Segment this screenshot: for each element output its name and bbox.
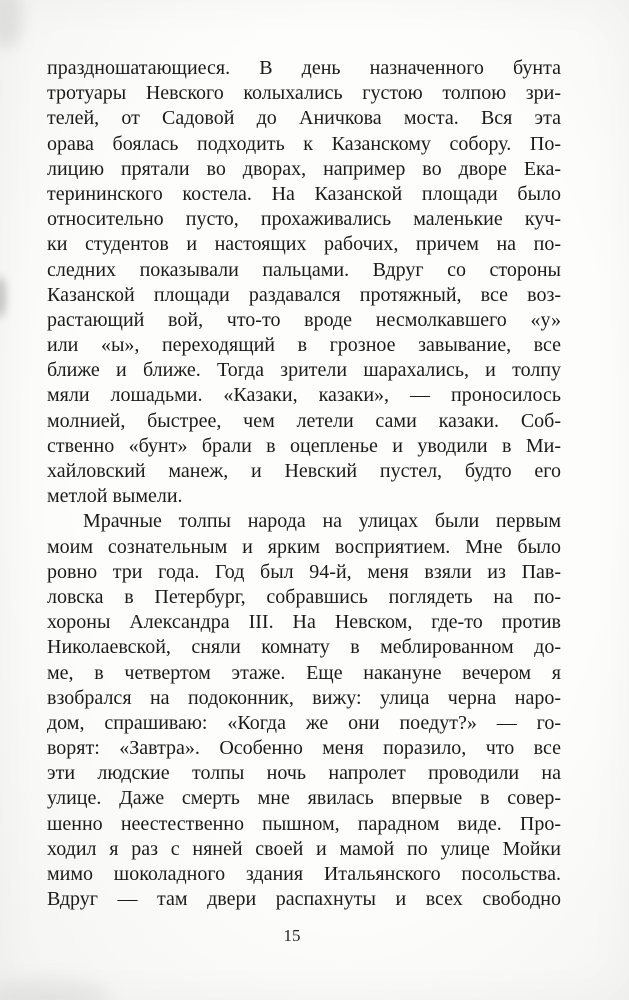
text-line: ближе и ближе. Тогда зрители шарахались, и толпу <box>47 359 561 382</box>
text-line: или «ы», переходящий в грозное завывание, все <box>47 334 561 357</box>
text-line: взобрался на подоконник, вижу: улица черна наро- <box>47 686 561 709</box>
text-line: относительно пусто, прохаживались маленькие куч- <box>47 208 561 231</box>
text-line: ровно три года. Год был 94-й, меня взяли из Пав- <box>47 560 561 583</box>
text-line: эти людские толпы ночь напролет проводили на <box>47 762 561 785</box>
text-line: ме, в четвертом этаже. Еще накануне вечером я <box>47 661 561 684</box>
text-line: тротуары Невского колыхались густою толпою зри- <box>47 82 561 105</box>
text-line: терининского костела. На Казанской площади было <box>47 182 561 205</box>
text-line: растающий вой, что-то вроде несмолкавшего «у» <box>47 308 561 331</box>
text-line: хайловский манеж, и Невский пустел, будто его <box>47 460 561 482</box>
text-line: Мрачные толпы народа на улицах были первым <box>83 510 561 533</box>
text-line: ственно «бунт» брали в оцепленье и уводили в Ми- <box>47 434 561 457</box>
scan-corner-shade <box>0 0 22 47</box>
text-line: ворят: «Завтра». Особенно меня поразило, что все <box>47 737 561 760</box>
page-number: 15 <box>283 926 301 945</box>
text-line: Николаевской, сняли комнату в меблированном до- <box>47 636 561 659</box>
text-line: ходил я раз с няней своей и мамой по улице Мойки <box>47 837 561 860</box>
text-line: метлой вымели. <box>47 485 183 508</box>
text-line: Казанской площади раздавался протяжный, все воз- <box>47 283 561 306</box>
scan-bottom-shade <box>0 980 110 1000</box>
text-line: ловска в Петербург, собравшись поглядеть на по- <box>47 585 561 608</box>
text-line: шенно неестественно пышном, парадном виде. Про- <box>47 812 561 835</box>
scan-edge-smudge <box>0 276 6 318</box>
text-line: молнией, быстрее, чем летели сами казаки. Соб- <box>47 409 561 432</box>
paragraph-2 <box>47 509 561 912</box>
page-text <box>47 56 561 912</box>
text-line: хороны Александра III. На Невском, где-то против <box>47 611 561 634</box>
text-line: праздношатающиеся. В день назначенного бунта <box>47 57 561 79</box>
text-line: моим сознательным и ярким восприятием. Мне было <box>47 535 561 558</box>
text-line: дом, спрашиваю: «Когда же они поедут?» — го- <box>47 711 561 734</box>
text-line: Вдруг — там двери распахнуты и всех свободно <box>47 888 561 911</box>
text-line: мяли лошадьми. «Казаки, казаки», — проносилось <box>47 384 561 407</box>
text-line: ки студентов и настоящих рабочих, причем на по- <box>47 233 561 256</box>
text-line: лицию прятали во дворах, например во дворе Ека- <box>47 157 561 180</box>
text-line: орава боялась подходить к Казанскому собору. По- <box>47 132 561 155</box>
text-line: телей, от Садовой до Аничкова моста. Вся эта <box>47 107 561 130</box>
text-line: мимо шоколадного здания Итальянского посольства. <box>47 863 561 885</box>
text-line: улице. Даже смерть мне явилась впервые в совер- <box>47 787 561 810</box>
text-line: следних показывали пальцами. Вдруг со стороны <box>47 258 561 281</box>
paragraph-1 <box>47 56 561 509</box>
